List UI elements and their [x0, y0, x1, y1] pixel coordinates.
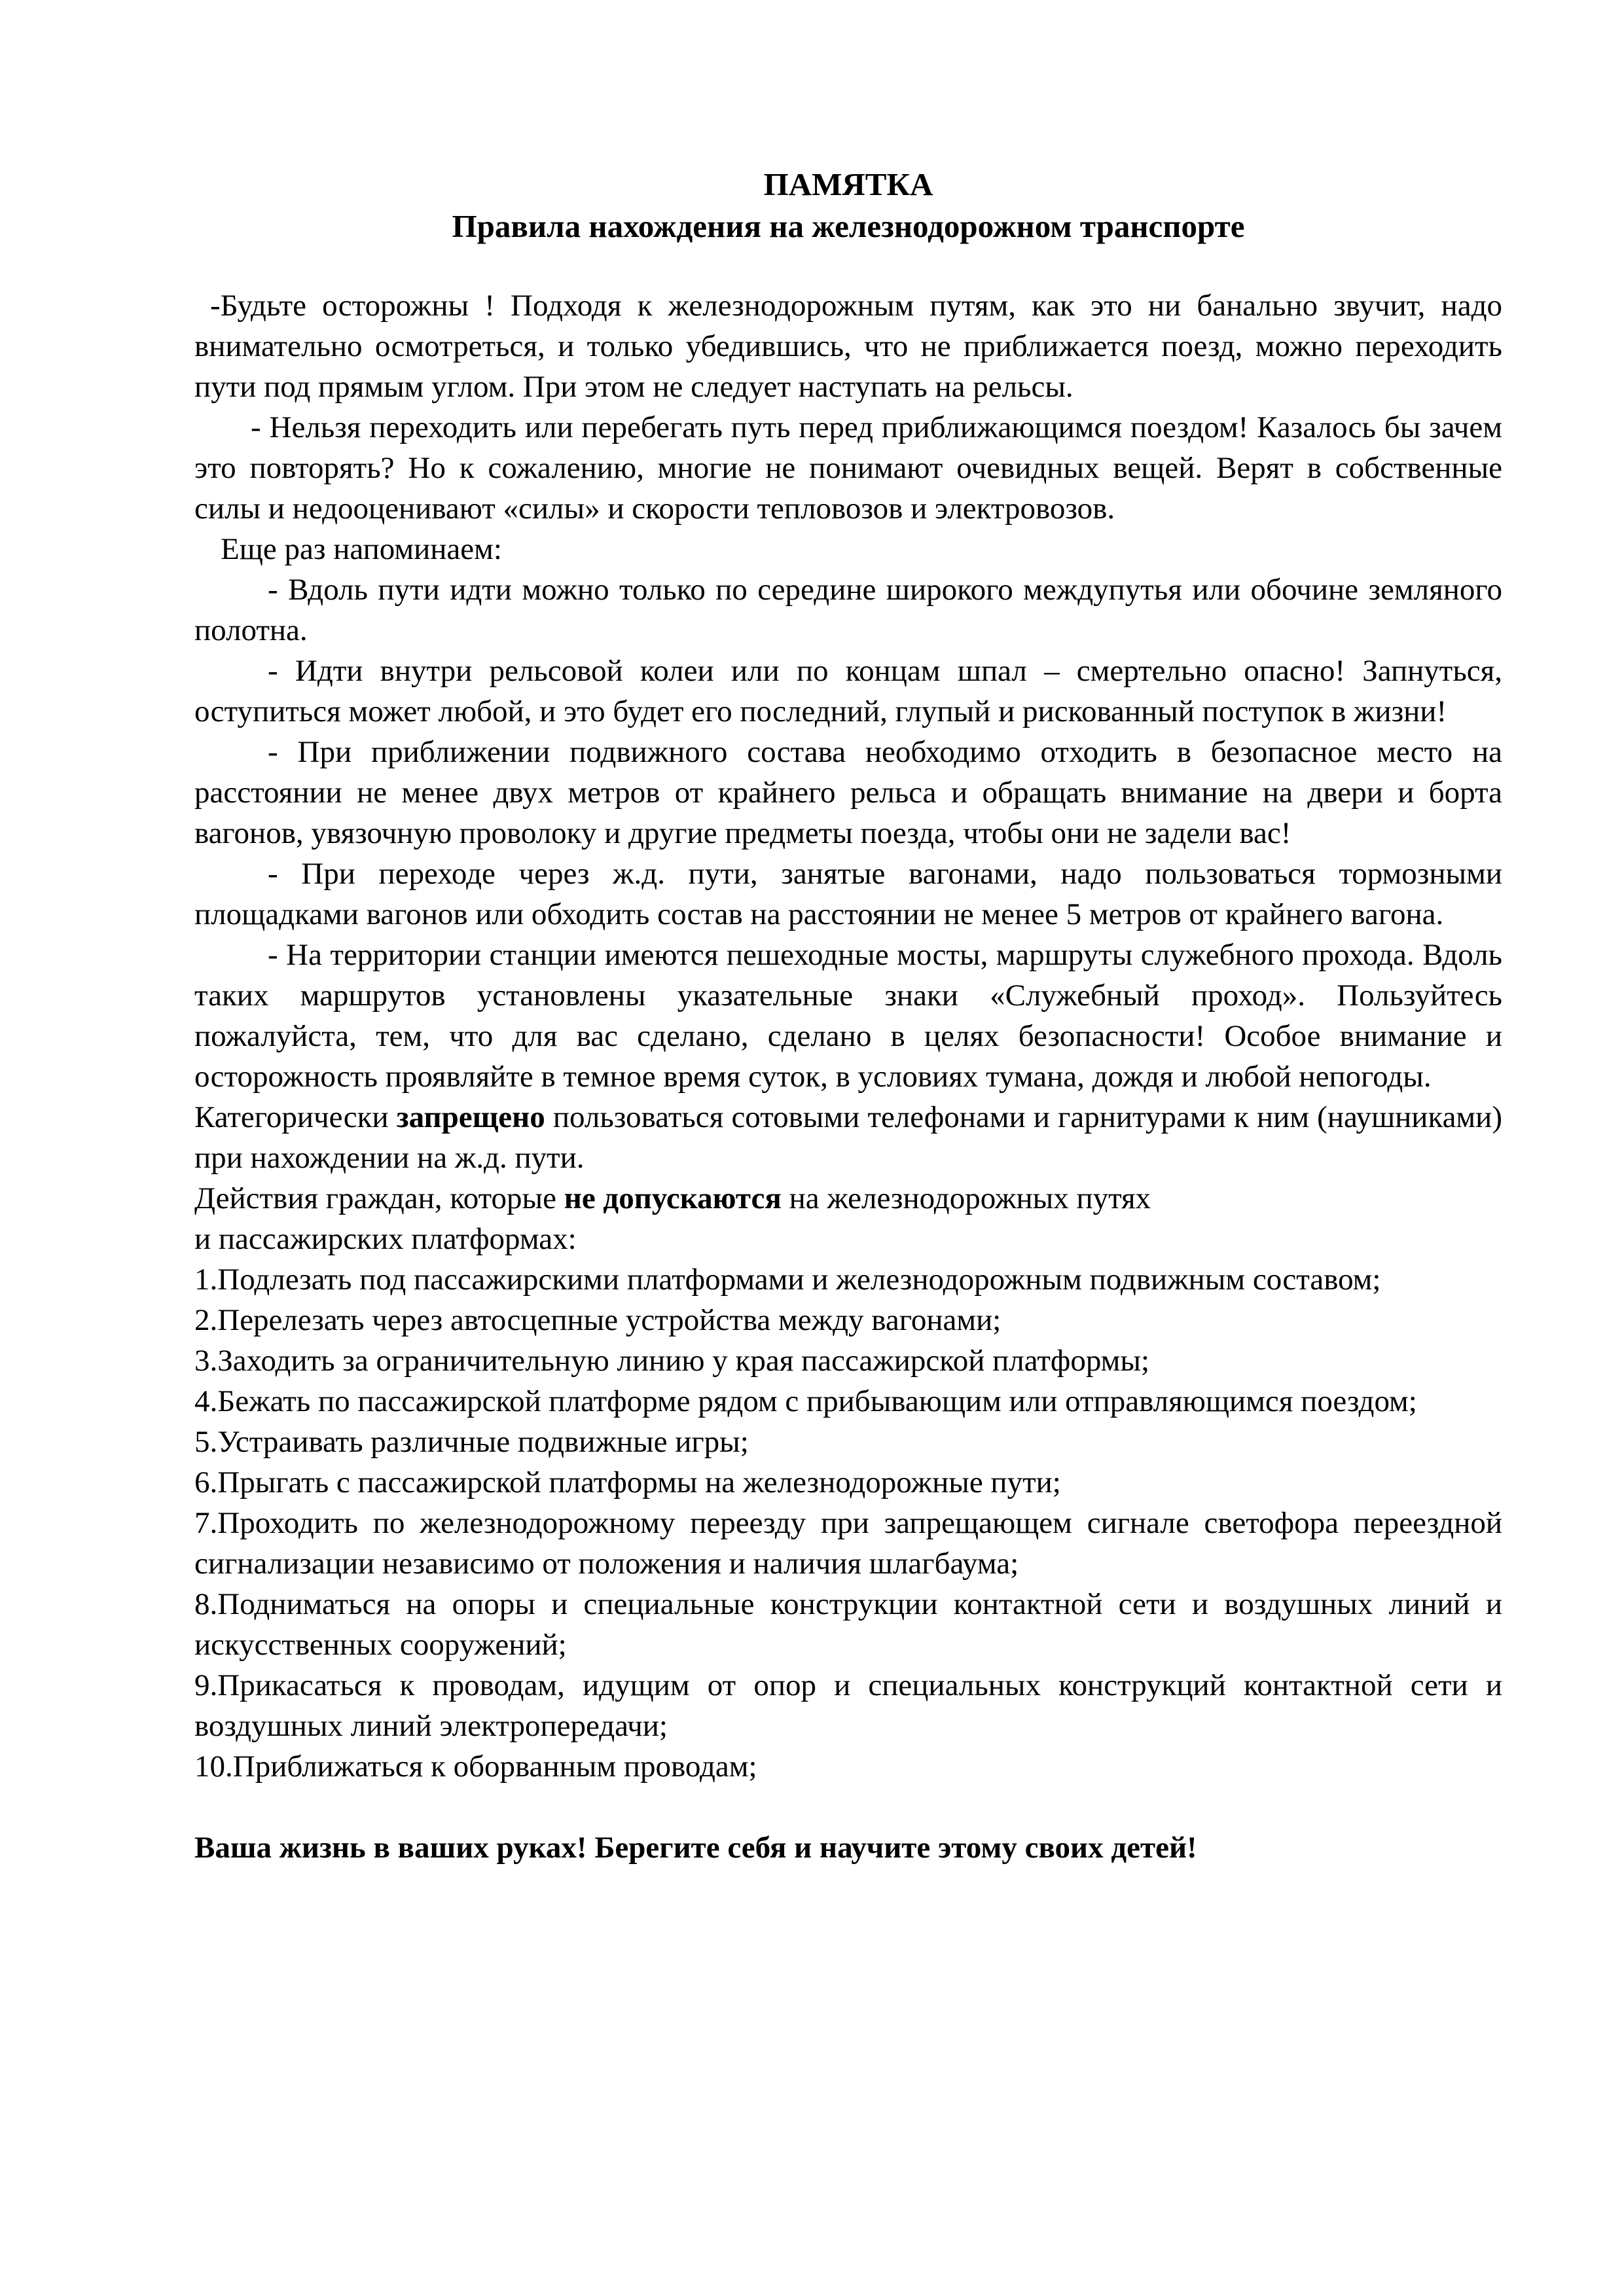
- list-item: 4.Бежать по пассажирской платформе рядом с прибывающим или отправляющимся поездом;: [194, 1384, 1417, 1418]
- document-title: ПАМЯТКА: [763, 166, 933, 202]
- paragraph-occupied-tracks: - При переходе через ж.д. пути, занятые вагонами, надо пользоваться тормозными площадками вагонов или обходить состав на расстоянии не менее 5 метров от крайнего вагона.: [194, 857, 1502, 931]
- list-item: 8.Подниматься на опоры и специальные конструкции контактной сети и воздушных линий и искусственных сооружений;: [194, 1587, 1502, 1662]
- document-body: [194, 164, 1502, 1868]
- paragraph-phones-prohibited: [194, 1097, 1502, 1178]
- list-item: 3.Заходить за ограничительную линию у края пассажирской платформы;: [194, 1344, 1150, 1378]
- phones-text-after: пользоваться сотовыми телефонами и гарнитурами к ним (наушниками) при нахождении на ж.д. пути.: [194, 1100, 1502, 1175]
- paragraph-be-careful: -Будьте осторожны ! Подходя к железнодорожным путям, как это ни банально звучит, надо внимательно осмотреться, и только убедившись, что не приближается поезд, можно переходить пути под прямым углом. При этом не следует наступать на рельсы.: [194, 289, 1502, 404]
- phones-text-before: Категорически: [194, 1100, 397, 1134]
- paragraph-walk-along: - Вдоль пути идти можно только по середине широкого междупутья или обочине земляного полотна.: [194, 573, 1502, 647]
- actions-text-after: на железнодорожных путях: [781, 1181, 1151, 1215]
- list-item: 9.Прикасаться к проводам, идущим от опор и специальных конструкций контактной сети и воздушных линий электропередачи;: [194, 1668, 1502, 1743]
- actions-text-bold: не допускаются: [564, 1181, 782, 1215]
- document-subtitle: Правила нахождения на железнодорожном транспорте: [452, 208, 1245, 244]
- paragraph-reminder-heading: Еще раз напоминаем:: [221, 532, 502, 566]
- list-item: 7.Проходить по железнодорожному переезду при запрещающем сигнале светофора переездной сигнализации независимо от положения и наличия шлагбаума;: [194, 1506, 1502, 1581]
- list-item: 5.Устраивать различные подвижные игры;: [194, 1425, 749, 1459]
- list-item: 6.Прыгать с пассажирской платформы на железнодорожные пути;: [194, 1465, 1061, 1499]
- list-item: 1.Подлезать под пассажирскими платформами и железнодорожным подвижным составом;: [194, 1263, 1381, 1297]
- actions-text-line2: и пассажирских платформах:: [194, 1222, 577, 1256]
- paragraph-station-bridges: - На территории станции имеются пешеходные мосты, маршруты служебного прохода. Вдоль таких маршрутов установлены указательные знаки «Служебный проход». Пользуйтесь пожалуйста, тем, что для вас сделано, сделано в целях безопасности! Особое внимание и осторожность проявляйте в темное время суток, в условиях тумана, дождя и любой непогоды.: [194, 938, 1502, 1094]
- paragraph-do-not-cross: - Нельзя переходить или перебегать путь перед приближающимся поездом! Казалось бы зачем это повторять? Но к сожалению, многие не понимают очевидных вещей. Верят в собственные силы и недооценивают «силы» и скорости тепловозов и электровозов.: [194, 410, 1502, 526]
- phones-text-bold: запрещено: [396, 1100, 545, 1134]
- actions-text-before: Действия граждан, которые: [194, 1181, 564, 1215]
- prohibitions-list: [194, 1259, 1502, 1787]
- paragraph-approaching-train: - При приближении подвижного состава необходимо отходить в безопасное место на расстоянии не менее двух метров от крайнего рельса и обращать внимание на двери и борта вагонов, увязочную проволоку и другие предметы поезда, чтобы они не задели вас!: [194, 735, 1502, 850]
- list-item: 2.Перелезать через автосцепные устройства между вагонами;: [194, 1303, 1001, 1337]
- closing-statement: Ваша жизнь в ваших руках! Берегите себя и научите этому своих детей!: [194, 1831, 1197, 1865]
- paragraph-inside-gauge: - Идти внутри рельсовой колеи или по концам шпал – смертельно опасно! Запнуться, оступиться может любой, и это будет его последний, глупый и рискованный поступок в жизни!: [194, 654, 1502, 728]
- paragraph-actions-heading: [194, 1178, 1502, 1259]
- list-item: 10.Приближаться к оборванным проводам;: [194, 1749, 757, 1784]
